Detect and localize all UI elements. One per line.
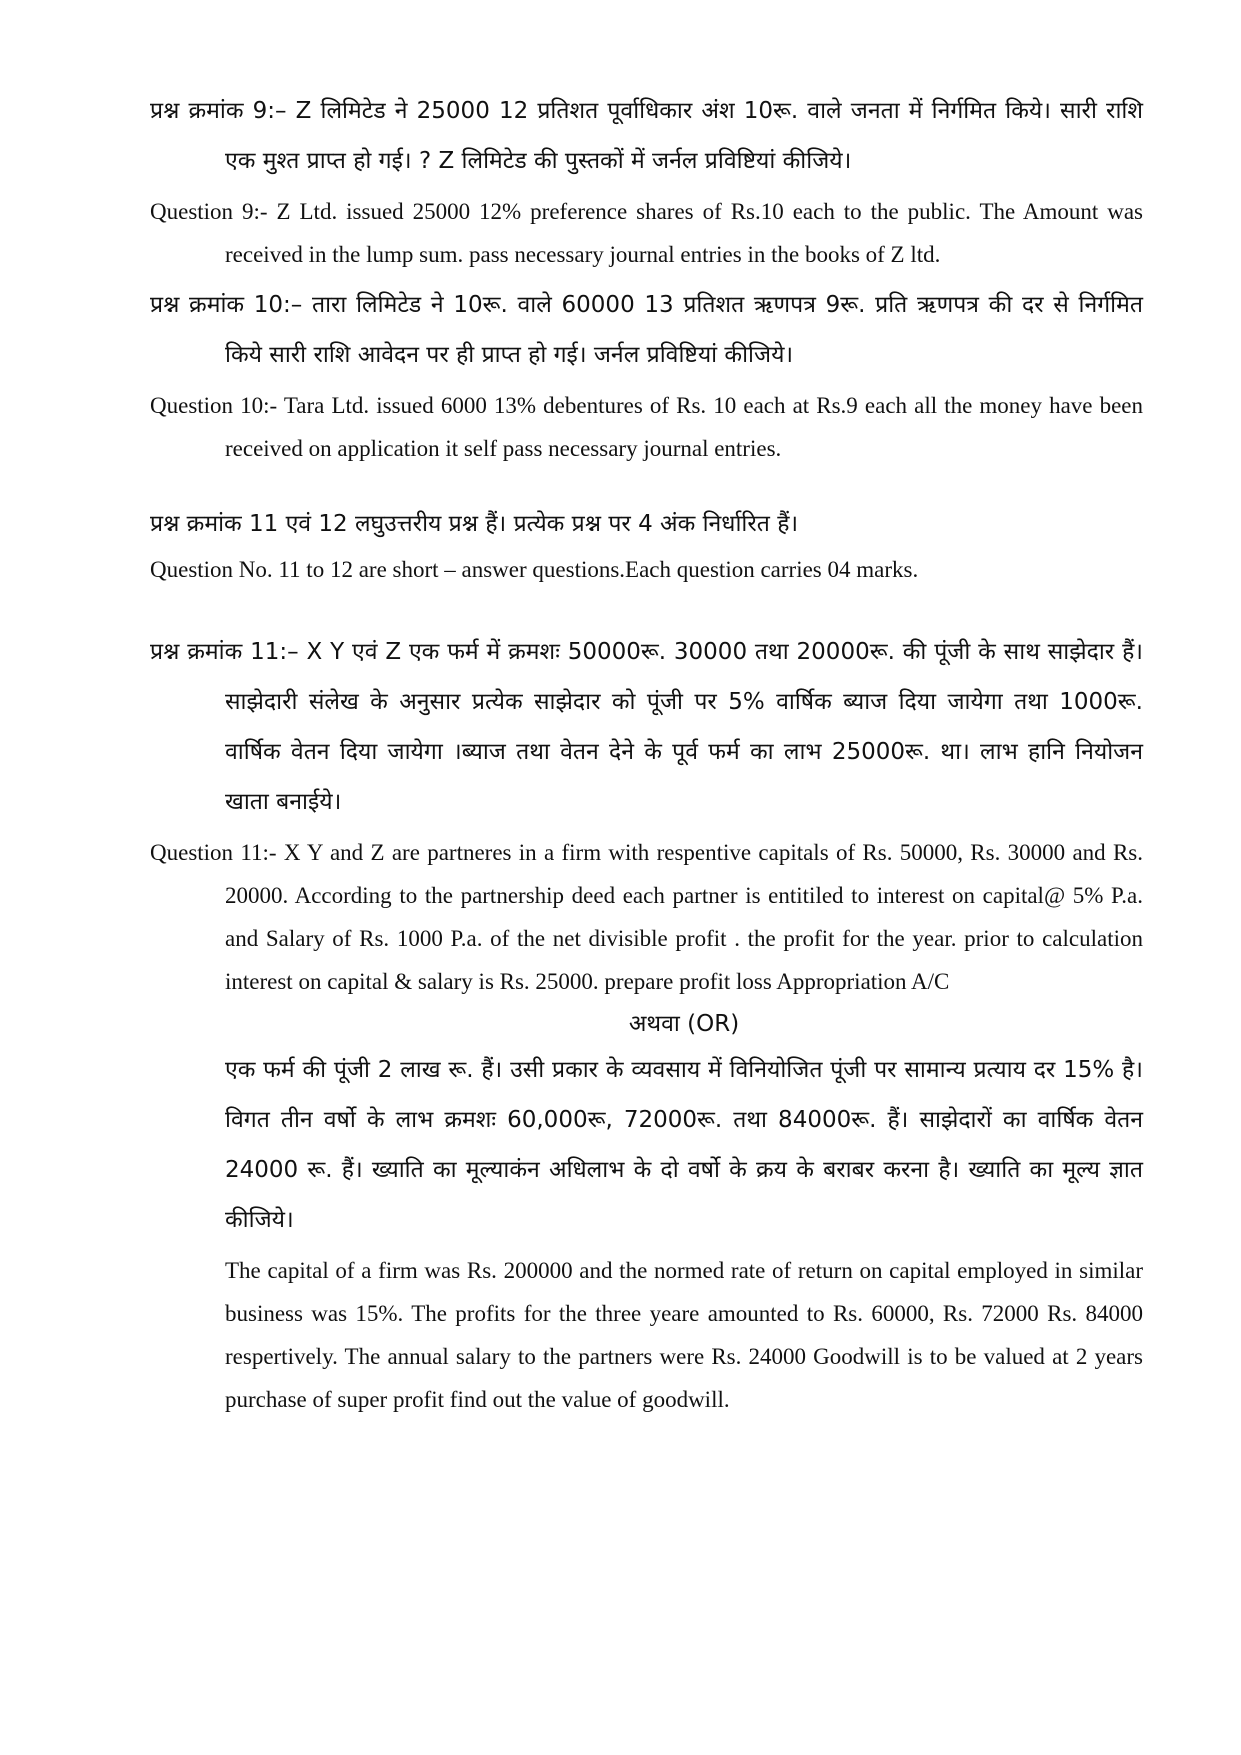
section-note-english: Question No. 11 to 12 are short – answer questions.Each question carries 04 marks. [150, 557, 919, 582]
question-10-english: Question 10:- Tara Ltd. issued 6000 13% debentures of Rs. 10 each at Rs.9 each all the money have been received on application it self pass necessary journal entries. [150, 393, 1143, 461]
question-10-hindi: प्रश्न क्रमांक 10:– तारा लिमिटेड ने 10रू. वाले 60000 13 प्रतिशत ऋणपत्र 9रू. प्रति ऋणपत्र की दर से निर्गमित किये सारी राशि आवेदन पर ही प्राप्त हो गई। जर्नल प्रविष्टियां कीजिये। [150, 292, 1143, 368]
question-9-english: Question 9:- Z Ltd. issued 25000 12% preference shares of Rs.10 each to the public. The Amount was received in the lump sum. pass necessary journal entries in the books of Z ltd. [150, 199, 1143, 267]
question-11-english: Question 11:- X Y and Z are partneres in a firm with respentive capitals of Rs. 50000, Rs. 30000 and Rs. 20000. According to the partnership deed each partner is entitiled to interest on capital@ 5% P.a. and Salary of Rs. 1000 P.a. of the net divisible profit . the profit for the year. prior to calculation interest on capital & salary is Rs. 25000. prepare profit loss Appropriation A/C [150, 840, 1143, 994]
question-9-hindi: प्रश्न क्रमांक 9:– Z लिमिटेड ने 25000 12 प्रतिशत पूर्वाधिकार अंश 10रू. वाले जनता में निर्गमित किये। सारी राशि एक मुश्त प्राप्त हो गई। ? Z लिमिटेड की पुस्तकों में जर्नल प्रविष्टियां कीजिये। [150, 98, 1143, 174]
section-note-hindi: प्रश्न क्रमांक 11 एवं 12 लघुउत्तरीय प्रश्न हैं। प्रत्येक प्रश्न पर 4 अंक निर्धारित हैं। [150, 511, 799, 537]
question-11-alternative-hindi: एक फर्म की पूंजी 2 लाख रू. हैं। उसी प्रकार के व्यवसाय में विनियोजित पूंजी पर सामान्य प्रत्याय दर 15% है। विगत तीन वर्षो के लाभ क्रमशः 60,000रू, 72000रू. तथा 84000रू. हैं। साझेदारों का वार्षिक वेतन 24000 रू. हैं। ख्याति का मूल्याकंन अधिलाभ के दो वर्षो के क्रय के बराबर करना है। ख्याति का मूल्य ज्ञात कीजिये। [225, 1057, 1143, 1233]
or-separator: अथवा (OR) [628, 1011, 740, 1037]
question-11-hindi: प्रश्न क्रमांक 11:– X Y एवं Z एक फर्म में क्रमशः 50000रू. 30000 तथा 20000रू. की पूंजी के साथ साझेदार हैं। साझेदारी संलेख के अनुसार प्रत्येक साझेदार को पूंजी पर 5% वार्षिक ब्याज दिया जायेगा तथा 1000रू. वार्षिक वेतन दिया जायेगा ।ब्याज तथा वेतन देने के पूर्व फर्म का लाभ 25000रू. था। लाभ हानि नियोजन खाता बनाईये। [150, 639, 1143, 815]
question-page [150, 86, 1143, 1421]
question-11-alternative-english: The capital of a firm was Rs. 200000 and the normed rate of return on capital employed in similar business was 15%. The profits for the three yeare amounted to Rs. 60000, Rs. 72000 Rs. 84000 respertively. The annual salary to the partners were Rs. 24000 Goodwill is to be valued at 2 years purchase of super profit find out the value of goodwill. [225, 1258, 1143, 1412]
